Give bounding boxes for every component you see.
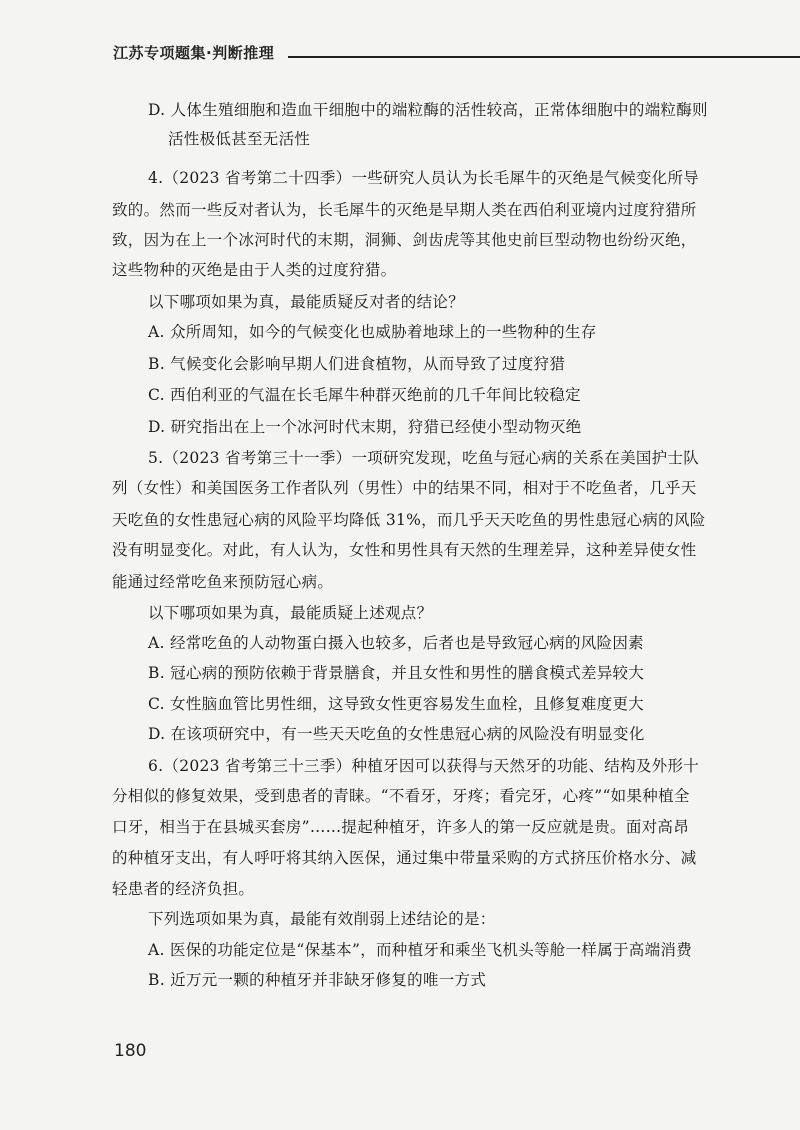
question-5-line5: 能通过经常吃鱼来预防冠心病。 <box>112 573 334 591</box>
question-6-line4: 的种植牙支出，有人呼吁将其纳入医保，通过集中带量采购的方式挤压价格水分、减 <box>112 849 697 867</box>
question-5-option-c: C. 女性脑血管比男性细，这导致女性更容易发生血栓，且修复难度更大 <box>148 695 645 713</box>
question-4-line1: 4.（2023 省考第二十四季）一些研究人员认为长毛犀牛的灭绝是气候变化所导 <box>148 169 700 187</box>
question-6-line2: 分相似的修复效果，受到患者的青睐。“不看牙，牙疼；看完牙，心疼”“如果种植全 <box>112 787 690 805</box>
page-number: 180 <box>114 1041 147 1061</box>
question-6-line1: 6.（2023 省考第三十三季）种植牙因可以获得与天然牙的功能、结构及外形十 <box>148 757 700 775</box>
question-6-prompt: 下列选项如果为真，最能有效削弱上述结论的是： <box>148 910 496 928</box>
question-5-option-d: D. 在该项研究中，有一些天天吃鱼的女性患冠心病的风险没有明显变化 <box>148 725 645 743</box>
question-6-line3: 口牙，相当于在县城买套房”……提起种植牙，许多人的第一反应就是贵。面对高昂 <box>112 818 690 836</box>
question-5-line1: 5.（2023 省考第三十一季）一项研究发现，吃鱼与冠心病的关系在美国护士队 <box>148 449 700 467</box>
question-4-option-b: B. 气候变化会影响早期人们进食植物，从而导致了过度狩猎 <box>148 355 566 373</box>
question-5-line3: 天吃鱼的女性患冠心病的风险平均降低 31%，而几乎天天吃鱼的男性患冠心病的风险 <box>112 511 706 529</box>
question-4-option-a: A. 众所周知，如今的气候变化也威胁着地球上的一些物种的生存 <box>148 323 597 341</box>
question-6-option-a: A. 医保的功能定位是“保基本”，而种植牙和乘坐飞机头等舱一样属于高端消费 <box>148 941 692 959</box>
running-header <box>113 38 728 78</box>
question-5-prompt: 以下哪项如果为真，最能质疑上述观点？ <box>148 604 433 622</box>
question-6-option-b: B. 近万元一颗的种植牙并非缺牙修复的唯一方式 <box>148 971 487 989</box>
question-6-line5: 轻患者的经济负担。 <box>112 880 255 898</box>
question-5-option-a: A. 经常吃鱼的人动物蛋白摄入也较多，后者也是导致冠心病的风险因素 <box>148 634 644 652</box>
question-4-prompt: 以下哪项如果为真，最能质疑反对者的结论？ <box>148 293 465 311</box>
question-5-option-b: B. 冠心病的预防依赖于背景膳食，并且女性和男性的膳食模式差异较大 <box>148 664 645 682</box>
question-4-option-c: C. 西伯利亚的气温在长毛犀牛种群灭绝前的几千年间比较稳定 <box>148 386 581 404</box>
header-rule <box>288 56 800 58</box>
question-4-line2: 致的。然而一些反对者认为，长毛犀牛的灭绝是早期人类在西伯利亚境内过度狩猎所 <box>112 201 697 219</box>
question-5-line2: 列（女性）和美国医务工作者队列（男性）中的结果不同，相对于不吃鱼者，几乎天 <box>112 479 697 497</box>
question-5-line4: 没有明显变化。对此，有人认为，女性和男性具有天然的生理差异，这种差异使女性 <box>112 541 697 559</box>
question-4-line4: 这些物种的灭绝是由于人类的过度狩猎。 <box>112 261 397 279</box>
header-title: 江苏专项题集·判断推理 <box>113 44 275 62</box>
question-4-option-d: D. 研究指出在上一个冰河时代末期，狩猎已经使小型动物灭绝 <box>148 418 582 436</box>
option-3d-line1: D. 人体生殖细胞和造血干细胞中的端粒酶的活性较高，正常体细胞中的端粒酶则 <box>148 101 708 119</box>
question-4-line3: 致，因为在上一个冰河时代的末期，洞狮、剑齿虎等其他史前巨型动物也纷纷灭绝， <box>112 231 697 249</box>
option-3d-line2: 活性极低甚至无活性 <box>168 130 311 148</box>
